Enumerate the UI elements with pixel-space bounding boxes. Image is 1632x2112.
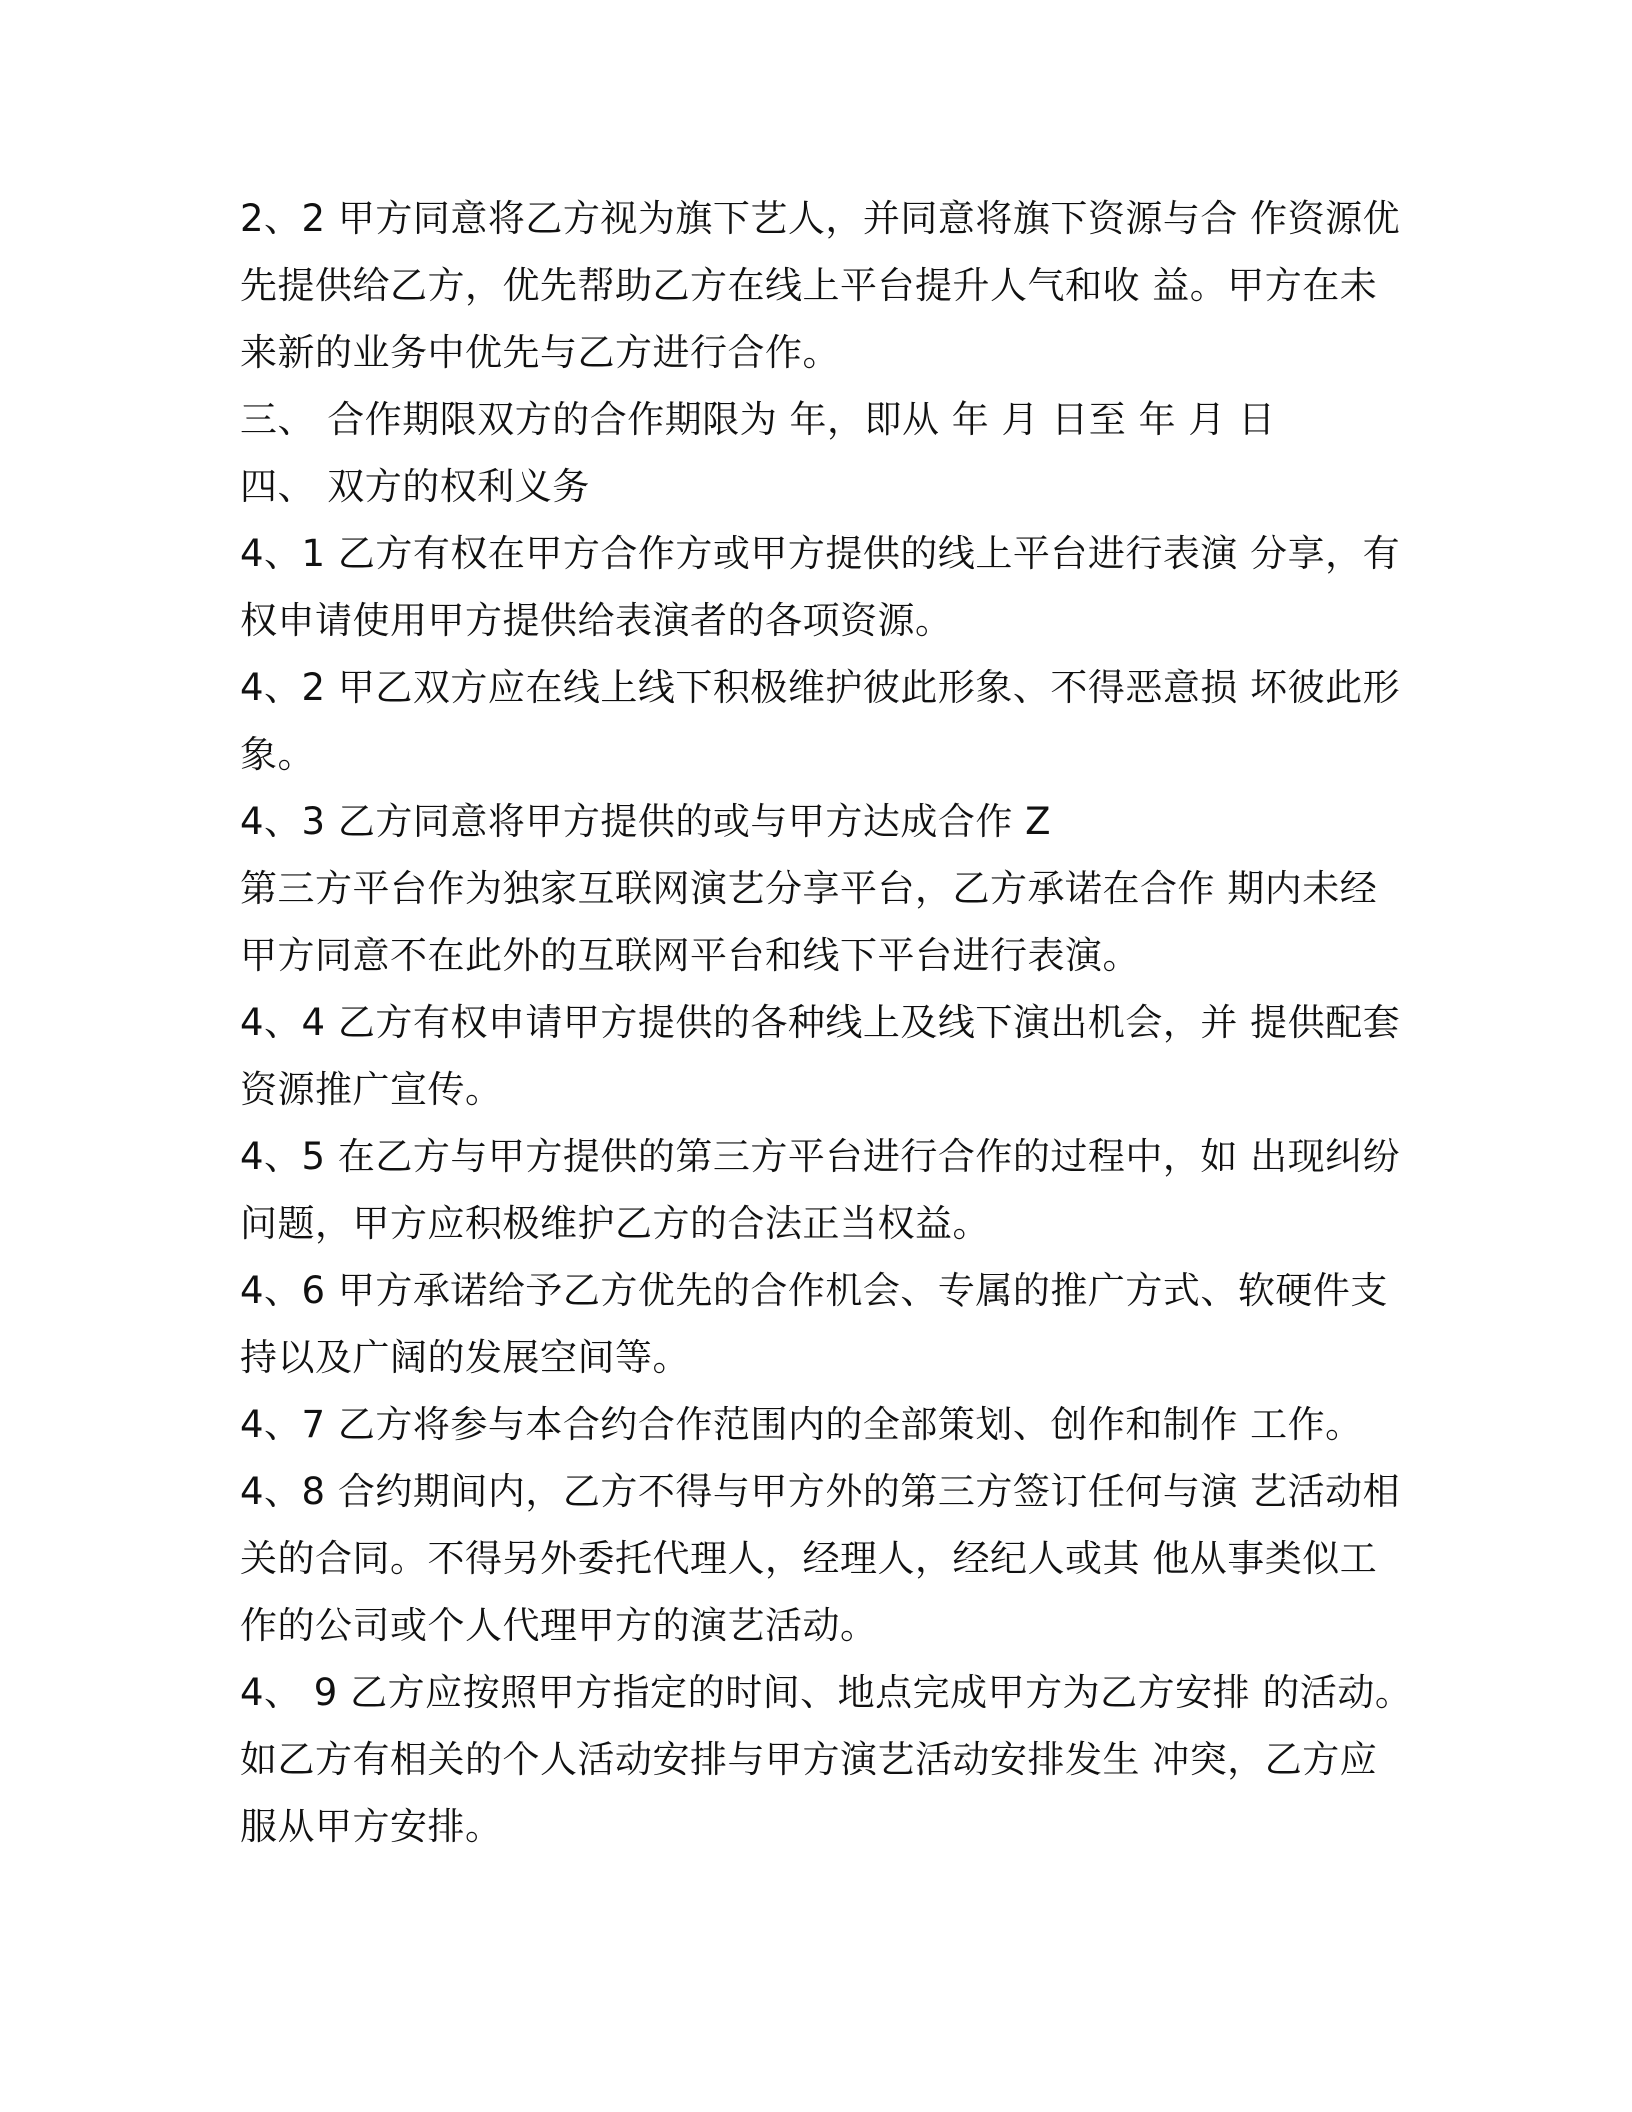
text-line: 权申请使用甲方提供给表演者的各项资源。: [240, 599, 953, 642]
text-line: 4、8 合约期间内，乙方不得与甲方外的第三方签订任何与演 艺活动相: [240, 1470, 1401, 1513]
text-line: 来新的业务中优先与乙方进行合作。: [240, 331, 840, 374]
text-line: 先提供给乙方，优先帮助乙方在线上平台提升人气和收 益。甲方在未: [240, 264, 1378, 307]
text-line: 4、7 乙方将参与本合约合作范围内的全部策划、创作和制作 工作。: [240, 1403, 1363, 1446]
text-line: 4、5 在乙方与甲方提供的第三方平台进行合作的过程中，如 出现纠纷: [240, 1135, 1401, 1178]
text-line: 4、6 甲方承诺给予乙方优先的合作机会、专属的推广方式、软硬件支: [240, 1269, 1388, 1312]
text-line: 资源推广宣传。: [240, 1068, 503, 1111]
text-line: 4、 9 乙方应按照甲方指定的时间、地点完成甲方为乙方安排 的活动。: [240, 1671, 1413, 1714]
text-line: 4、2 甲乙双方应在线上线下积极维护彼此形象、不得恶意损 坏彼此形: [240, 666, 1401, 709]
text-line: 问题，甲方应积极维护乙方的合法正当权益。: [240, 1202, 990, 1245]
document-page: [240, 185, 1413, 1860]
text-line: 第三方平台作为独家互联网演艺分享平台，乙方承诺在合作 期内未经: [240, 867, 1378, 910]
text-line: 持以及广阔的发展空间等。: [240, 1336, 690, 1379]
text-line: 作的公司或个人代理甲方的演艺活动。: [240, 1604, 878, 1647]
text-line: 甲方同意不在此外的互联网平台和线下平台进行表演。: [240, 934, 1140, 977]
text-line: 服从甲方安排。: [240, 1805, 503, 1848]
text-line: 4、4 乙方有权申请甲方提供的各种线上及线下演出机会，并 提供配套: [240, 1001, 1401, 1044]
text-line: 如乙方有相关的个人活动安排与甲方演艺活动安排发生 冲突，乙方应: [240, 1738, 1378, 1781]
text-line: 4、1 乙方有权在甲方合作方或甲方提供的线上平台进行表演 分享，有: [240, 532, 1401, 575]
text-line: 关的合同。不得另外委托代理人，经理人，经纪人或其 他从事类似工: [240, 1537, 1378, 1580]
section-heading: 四、 双方的权利义务: [240, 465, 590, 508]
text-line: 4、3 乙方同意将甲方提供的或与甲方达成合作 Z: [240, 800, 1051, 843]
text-line: 2、2 甲方同意将乙方视为旗下艺人，并同意将旗下资源与合 作资源优: [240, 197, 1401, 240]
text-line: 象。: [240, 733, 315, 776]
section-heading: 三、 合作期限双方的合作期限为 年，即从 年 月 日至 年 月 日: [240, 398, 1276, 441]
